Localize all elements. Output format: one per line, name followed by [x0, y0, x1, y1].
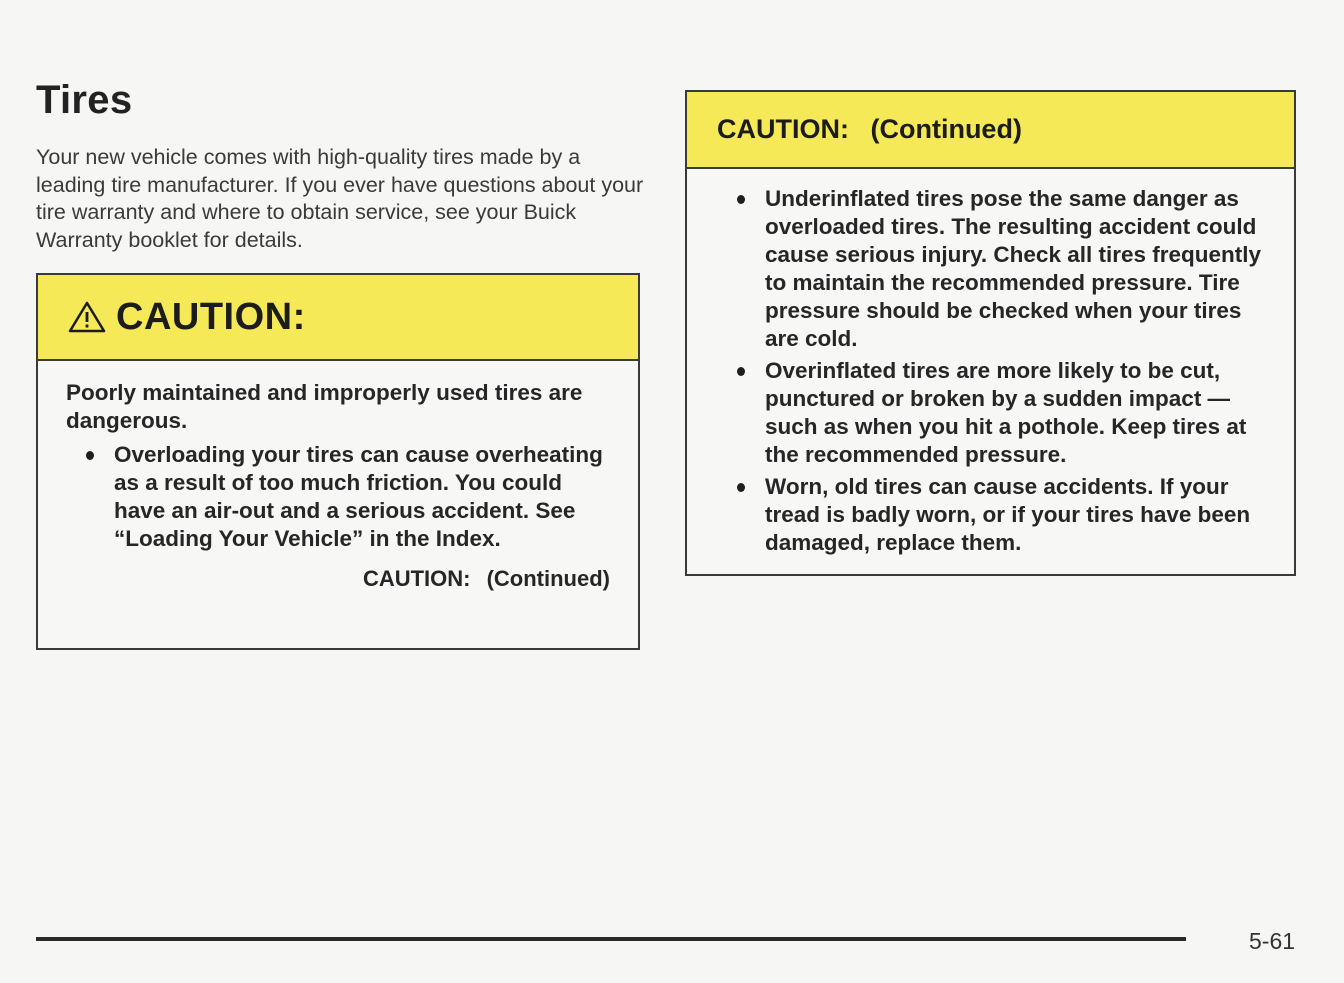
bullet-text: Overloading your tires can cause overheating as a result of too much friction. You could have an air-out and a serious accident. See “Loading Your Vehicle” in the Index. [114, 442, 603, 551]
caution-heading: CAUTION: [116, 295, 306, 338]
bullet-text: Worn, old tires can cause accidents. If your tread is badly worn, or if your tires have been damaged, replace them. [765, 474, 1251, 555]
caution-header-left [38, 275, 638, 361]
bullet-text: Underinflated tires pose the same danger as overloaded tires. The resulting accident could cause serious injury. Check all tires frequently to maintain the recommended pressure. Tire pressure should be checked when your tires are cold. [765, 186, 1262, 351]
bullet-text: Overinflated tires are more likely to be cut, punctured or broken by a sudden impact — such as when you hit a pothole. Keep tires at the recommended pressure. [765, 358, 1247, 467]
caution-continued-heading: CAUTION: (Continued) [717, 114, 1022, 144]
caution-body-right [687, 169, 1294, 557]
bullet-icon [86, 451, 94, 460]
caution-bullet-list-left [86, 441, 610, 553]
bullet-icon [737, 367, 745, 376]
caution-paragraph: Poorly maintained and improperly used tires are dangerous. [66, 380, 583, 433]
bullet-icon [737, 195, 745, 204]
page-title: Tires [36, 78, 133, 122]
warning-triangle-icon [68, 300, 106, 334]
caution-continued-label: CAUTION: (Continued) [362, 566, 610, 591]
caution-box-left [36, 273, 640, 650]
caution-header-right [687, 92, 1294, 169]
caution-bullet-list-right [737, 185, 1264, 557]
intro-paragraph: Your new vehicle comes with high-quality tires made by a leading tire manufacturer. If you ever have questions about your tire warranty and where to obtain service, see your Buick Warranty booklet for details. [36, 145, 644, 252]
caution-body-left [38, 361, 638, 593]
list-item [737, 473, 1264, 557]
footer-rule [36, 937, 1186, 941]
caution-box-right [685, 90, 1296, 576]
page-number: 5-61 [1249, 928, 1296, 954]
list-item [86, 441, 610, 553]
list-item [737, 185, 1264, 353]
list-item [737, 357, 1264, 469]
bullet-icon [737, 483, 745, 492]
